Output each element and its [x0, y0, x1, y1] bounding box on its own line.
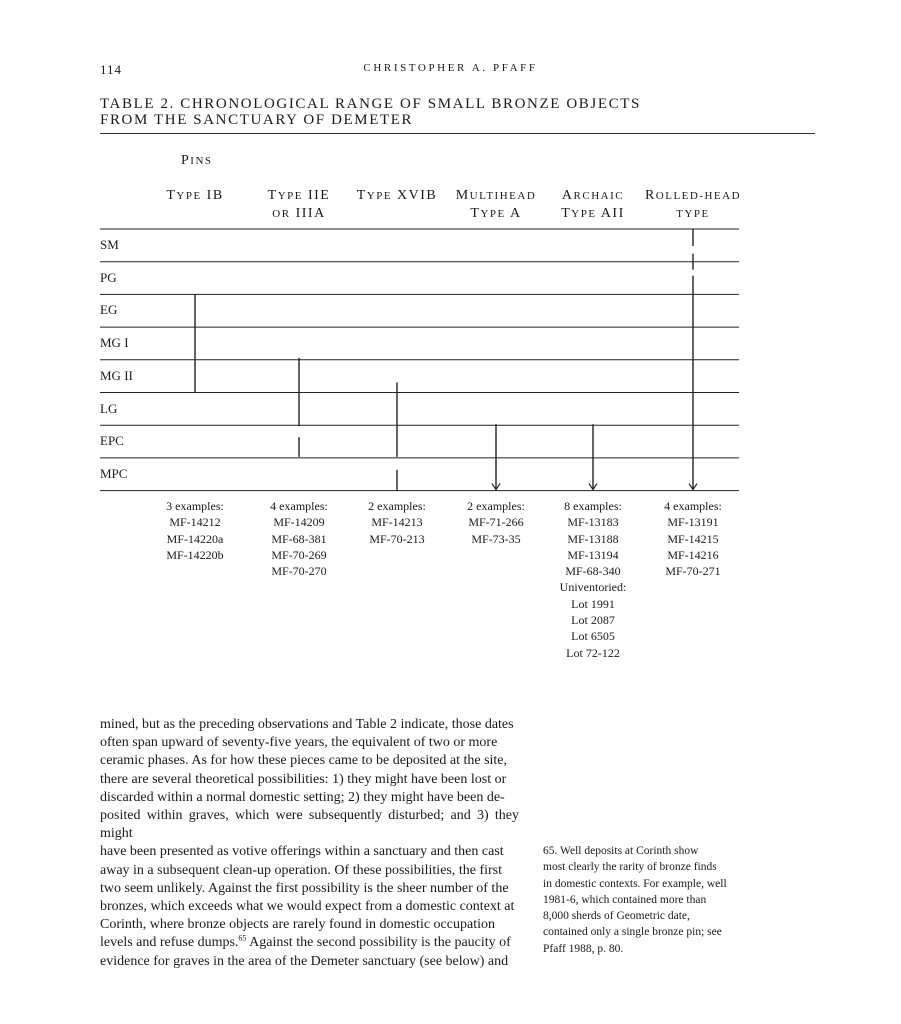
- example-list: [135, 498, 255, 563]
- example-item: MF-14212: [169, 515, 221, 530]
- example-item: Lot 1991: [571, 596, 615, 611]
- column-header-line: TYPE: [676, 208, 710, 220]
- column-header-line: TYPE XVIB: [356, 188, 438, 203]
- running-head: CHRISTOPHER A. PFAFF: [363, 62, 538, 74]
- pins-rest: INS: [190, 155, 213, 167]
- example-item: MF-73-35: [471, 531, 521, 546]
- example-item: 3 examples:: [166, 499, 224, 513]
- footnote-line: contained only a single bronze pin; see: [543, 926, 722, 939]
- page-number: 114: [100, 62, 123, 77]
- period-label: EG: [100, 302, 118, 318]
- example-list: [633, 498, 753, 579]
- example-item: MF-14209: [273, 515, 325, 530]
- body-line-part: levels and refuse dumps.: [100, 935, 239, 951]
- period-label: PG: [100, 269, 117, 285]
- column-header-line: TYPE A: [470, 206, 522, 221]
- example-item: MF-70-270: [271, 564, 327, 579]
- example-item: MF-13194: [567, 547, 619, 562]
- column-header-line: TYPE IIE: [267, 188, 331, 203]
- example-item: 2 examples:: [467, 499, 525, 513]
- pins-initial: P: [181, 153, 191, 168]
- body-line: two seem unlikely. Against the first possibility is the sheer number of the: [100, 880, 509, 896]
- body-line: posited within graves, which were subsequently disturbed; and 3) they might: [100, 808, 519, 842]
- period-label: MPC: [100, 465, 128, 481]
- body-line: have been presented as votive offerings within a sanctuary and then cast: [100, 844, 504, 860]
- body-line: Corinth, where bronze objects are rarely found in domestic occupation: [100, 917, 495, 933]
- example-item: Lot 2087: [571, 613, 615, 628]
- footnote-line: 8,000 sherds of Geometric date,: [543, 910, 690, 923]
- example-item: MF-14216: [667, 547, 719, 562]
- body-line: there are several theoretical possibilities: 1) they might have been lost or: [100, 771, 507, 787]
- body-line: mined, but as the preceding observations and Table 2 indicate, those dates: [100, 717, 514, 732]
- footnote-65: [543, 843, 743, 957]
- column-header-line: TYPE AII: [561, 206, 625, 221]
- body-line: often span upward of seventy-five years, the equivalent of two or more: [100, 735, 498, 751]
- period-label: EPC: [100, 433, 124, 449]
- footnote-reference[interactable]: 65: [238, 933, 247, 943]
- body-line-part: Against the second possibility is the paucity of: [246, 935, 511, 951]
- body-line: discarded within a normal domestic setting; 2) they might have been de-: [100, 789, 505, 805]
- body-line: away in a subsequent clean-up operation. Of these possibilities, the first: [100, 862, 503, 878]
- column-header-line: MULTIHEAD: [455, 188, 537, 203]
- footnote-line: in domestic contexts. For example, well: [543, 877, 727, 890]
- example-item: Lot 6505: [571, 629, 615, 644]
- example-item: Univentoried:: [559, 580, 627, 595]
- body-line: bronzes, which exceeds what we would expect from a domestic context at: [100, 899, 515, 915]
- example-item: MF-68-381: [271, 531, 327, 546]
- period-label: MG II: [100, 367, 133, 383]
- example-item: MF-14220a: [166, 531, 224, 546]
- example-item: MF-71-266: [468, 515, 524, 530]
- example-item: MF-13183: [567, 515, 619, 530]
- example-item: 4 examples:: [270, 499, 328, 513]
- example-item: MF-70-269: [271, 547, 327, 562]
- column-header-line: TYPE IB: [166, 188, 224, 203]
- example-item: MF-70-271: [665, 564, 721, 579]
- column-header-line: ARCHAIC: [561, 188, 625, 203]
- example-item: MF-14213: [371, 515, 423, 530]
- footnote-line: Pfaff 1988, p. 80.: [543, 942, 624, 955]
- example-item: Lot 72-122: [566, 645, 620, 660]
- footnote-line: 1981-6, which contained more than: [543, 893, 707, 906]
- example-item: 2 examples:: [368, 499, 426, 513]
- body-line: [100, 934, 519, 952]
- table-title-line-2: FROM THE SANCTUARY OF DEMETER: [100, 112, 414, 128]
- body-line: evidence for graves in the area of the Demeter sanctuary (see below) and: [100, 953, 509, 969]
- table-title-line-1: TABLE 2. CHRONOLOGICAL RANGE OF SMALL BRONZE OBJECTS: [100, 96, 641, 112]
- period-label: MG I: [100, 335, 129, 351]
- period-label: LG: [100, 400, 118, 416]
- example-item: MF-14220b: [166, 547, 224, 562]
- column-header-line: OR IIIA: [272, 206, 326, 221]
- period-label: SM: [100, 237, 119, 252]
- example-item: MF-70-213: [369, 531, 425, 546]
- example-item: MF-13188: [567, 531, 619, 546]
- footnote-line: most clearly the rarity of bronze finds: [543, 861, 717, 874]
- body-text: [100, 716, 519, 971]
- footnote-line: 65. Well deposits at Corinth show: [543, 845, 699, 857]
- example-item: 4 examples:: [664, 499, 722, 513]
- example-item: 8 examples:: [564, 499, 622, 513]
- example-item: MF-13191: [667, 515, 719, 530]
- example-item: MF-14215: [667, 531, 719, 546]
- example-item: MF-68-340: [565, 564, 621, 579]
- column-header-line: ROLLED-HEAD: [644, 188, 742, 203]
- body-line: ceramic phases. As for how these pieces came to be deposited at the site,: [100, 753, 508, 769]
